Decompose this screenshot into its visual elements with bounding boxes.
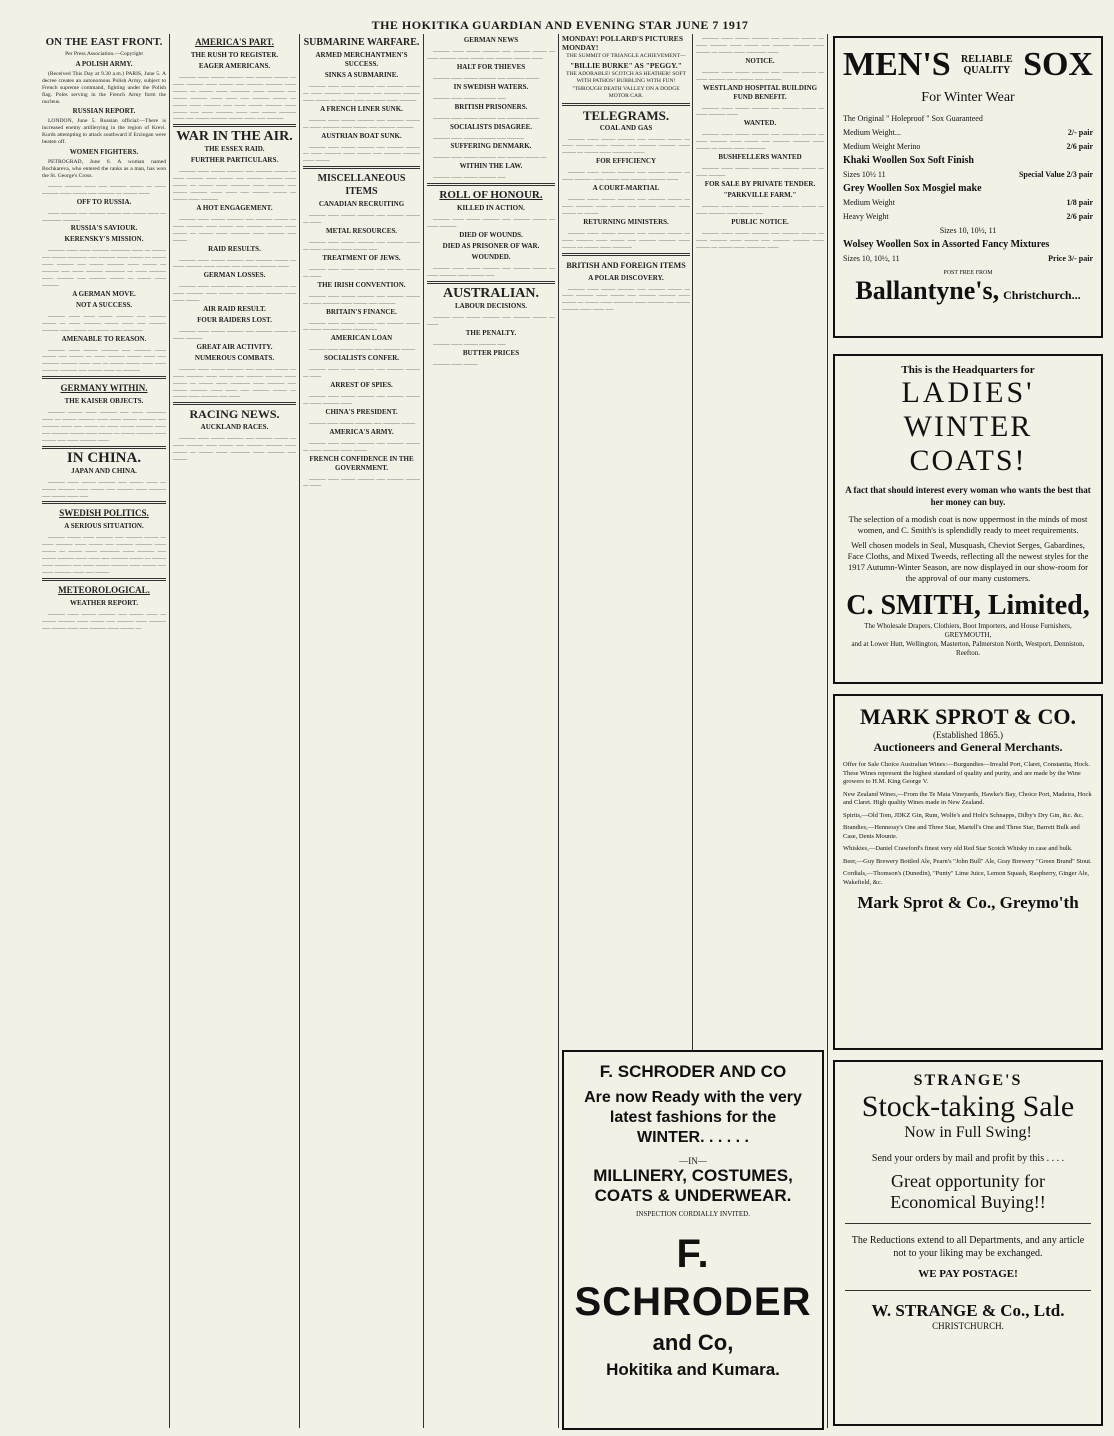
subhead: THE PENALTY. xyxy=(465,328,517,337)
subhead: METAL RESOURCES. xyxy=(325,227,398,236)
subhead: IN SWEDISH WATERS. xyxy=(453,82,529,91)
subhead: TREATMENT OF JEWS. xyxy=(322,253,401,262)
subhead: COAL AND GAS xyxy=(599,123,653,132)
column-3: SUBMARINE WARFARE. ARMED MERCHANTMEN'S SUCCESS. SINKS A SUBMARINE. ______ ____ _____ ______ ___ ______ _____ __ ____ ______ ____ _____ ___ ______ ______ ____ _____ __ _____ ____ _______ ____ ______ A FRENCH LINER SUNK. ______ ____ _____ ______ ___ ______ _____ __ ____ ______ ____ _____ ___ ______ ______ AUSTRIAN BOAT SUNK. ______ ____ _____ ______ ___ ______ _____ __ ____ ______ ____ _____ ___ ______ ______ ____ _____ MISCELLANEOUS ITEMS CANADIAN RECRUITING ______ ____ _____ ______ ___ ______ _____ __ ____ METAL RESOURCES. ______ ____ _____ ______ ___ ______ _____ __ ____ ______ ____ _____ ___ TREATMENT OF JEWS. ______ ____ _____ ______ ___ ______ _____ __ ____ THE IRISH CONVENTION. ______ ____ _____ ______ ___ ______ _____ __ ____ ______ ____ _____ ___ ______ BRITAIN'S FINANCE. ______ ____ _____ ______ ___ ______ _____ __ ____ ______ ____ _____ ___ AMERICAN LOAN ______ ____ _____ ______ ___ ______ _____ SOCIALISTS CONFER. ______ ____ _____ ______ ___ ______ _____ __ ____ ARREST OF SPIES. ______ ____ _____ ______ ___ ______ _____ __ ____ ______ ____ CHINA'S PRESIDENT. ______ ____ _____ ______ ___ ______ _____ AMERICA'S ARMY. ______ ____ _____ ______ ___ ______ _____ __ ____ ______ ____ _____ FRENCH CONFIDENCE IN THE GOVERNMENT. ______ ____ _____ ______ ___ ______ _____ __ ____ xyxy=(303,37,420,488)
headline-racing: RACING NEWS. xyxy=(189,407,280,422)
headline-meteorological: METEOROLOGICAL. xyxy=(58,584,150,595)
headline-china: IN CHINA. xyxy=(66,449,142,466)
subhead: EAGER AMERICANS. xyxy=(198,62,271,70)
subhead: HALT FOR THIEVES xyxy=(456,62,526,71)
schroder-ad: F. SCHRODER AND CO Are now Ready with the very latest fashions for the WINTER. . . . . . —IN— MILLINERY, COSTUMES, COATS & UNDERWEAR. INSPECTION CORDIALLY INVITED. F. SCHRODER and Co, Hokitika and Kumara. xyxy=(562,1050,824,1430)
subhead: A HOT ENGAGEMENT. xyxy=(196,203,273,212)
headline-submarine: SUBMARINE WARFARE. xyxy=(303,37,420,48)
column-2: AMERICA'S PART. THE RUSH TO REGISTER. EAGER AMERICANS. ______ ____ _____ ______ ___ ______ _____ __ ____ ______ ____ _____ ___ ______ ______ ____ _____ __ _____ ____ _______ ____ ______ ___ _____ ______ ____ ____ ___ ______ _____ __ _____ ____ ______ ___ ____ _____ ______ ____ _____ ___ ____ ______ ____ ___ _____ ______ ____ ___ _____ ______ _____ ____ ___ ______ WAR IN THE AIR. THE ESSEX RAID. FURTHER PARTICULARS. ______ ____ _____ ______ ___ ______ _____ __ ____ ______ ____ _____ ___ ______ ______ ____ _____ __ _____ ____ _______ ____ ______ ___ _____ ______ ____ ____ ___ ______ _____ __ _____ ____ ______ A HOT ENGAGEMENT. ______ ____ _____ ______ ___ ______ _____ __ ____ ______ ____ _____ ___ ______ ______ ____ _____ __ _____ ____ _______ ____ ______ ___ _____ RAID RESULTS. ______ ____ _____ ______ ___ ______ _____ __ ____ ______ ____ _____ ___ ______ ______ ____ GERMAN LOSSES. ______ ____ _____ ______ ___ ______ _____ __ ____ ______ ____ _____ ___ ______ ______ ____ ____ _____ AIR RAID RESULT. FOUR RAIDERS LOST. ______ ____ _____ ______ ___ ______ _____ __ ____ ______ GREAT AIR ACTIVITY. NUMEROUS COMBATS. ______ ____ _____ ______ ___ ______ _____ __ ____ ______ ____ _____ ___ ______ ______ ____ _____ __ _____ ____ _______ ____ ______ ___ _____ ______ ____ ____ ___ ______ _____ __ _____ ____ ______ ___ ____ RACING NEWS. AUCKLAND RACES. ______ ____ _____ ______ ___ ______ _____ __ ____ ______ ____ _____ ___ ______ ______ ____ _____ __ _____ ____ _______ ____ ______ ___ _____ xyxy=(173,37,296,462)
subhead: NOTICE. xyxy=(745,56,775,65)
subhead: A SERIOUS SITUATION. xyxy=(64,522,144,531)
headline-roll-honour: ROLL OF HONOUR. xyxy=(439,189,543,202)
subhead: "PARKVILLE FARM." xyxy=(723,190,797,199)
subhead: CHINA'S PRESIDENT. xyxy=(325,407,398,416)
subhead: AMERICAN LOAN xyxy=(330,334,393,343)
column-1: ON THE EAST FRONT. Per Press Association.—Copyright A POLISH ARMY. (Received This Day at 9.30 a.m.) PARIS, June 5. A decree creates an autonomous Polish Army, subject to French supreme command, fighting under the Polish flag. Poles serving in the French Army form the nucleus. RUSSIAN REPORT. LONDON, June 5. Russian official:—There is increased enemy artillerying in the region of Krevi. Kurds attempting to attack southward if Erzingan were beaten off. WOMEN FIGHTERS. PETROGRAD, June 6. A woman named Bochkareva, who entered the ranks as a man, has won the St. George's Cross. _____ ______ ____ ___ ______ _____ __ ____ ______ ____ _____ ___ ______ __ _____ ____ OFF TO RUSSIA. ____ ______ ___ ______ _____ ___ _____ ____ __ _______ ______ RUSSIA'S SAVIOUR. KERENSKY'S MISSION. ______ ____ ____ ______ _______ ____ __ _____ ___ _____ _______ ___ ______ ____ _____ __ _____ ____ ______ ___ _____ ______ ____ _____ __ ______ ___ ____ ______ _______ __ ____ ______ ____ ______ ___ ______ _____ __ _____ ____ ______ A GERMAN MOVE. NOT A SUCCESS. ______ ____ ____ _____ ______ ___ ______ _____ __ ____ ______ _____ ____ ___ ______ ______ ____ _____ __ _____ ____ _______ AMENABLE TO REASON. ______ ____ _____ ______ ___ ______ ____ _____ ___ _____ __ ____ ______ _____ ____ ___ ______ ______ ____ ___ __ _____ _____ ____ ____ ______ ______ ___ _____ ____ __ ______ GERMANY WITHIN. THE KAISER OBJECTS. ______ _____ ____ ______ ___ ____ _______ ____ __ _____ ______ ____ ____ _____ ______ ___ ______ ____ ___ _____ __ ____ _____ ______ ____ ___ ______ _____ ____ _____ __ _____ ______ ____ _____ ___ ____ ______ ____ IN CHINA. JAPAN AND CHINA. ______ ____ _____ ______ ___ _____ ____ __ _____ ______ ____ _____ ___ ______ ____ ______ ___ _____ ____ ___ SWEDISH POLITICS. A SERIOUS SITUATION. ______ _____ ____ ______ ___ ______ _____ __ ____ ______ ____ _____ ___ ______ ______ ____ _____ __ _____ ____ _______ ____ ______ ___ _____ ______ ____ ____ ___ ______ _____ __ _____ ____ ______ ___ ____ _____ ______ ____ _____ ___ ____ ______ ____ ___ _____ METEOROLOGICAL. WEATHER REPORT. ______ ____ _____ ______ ___ _____ ____ __ _____ ______ ____ _____ ___ ______ ____ ______ ___ _____ ____ ___ ______ ____ _____ __ xyxy=(42,36,166,630)
column-rule xyxy=(169,34,170,1428)
headline-swedish: SWEDISH POLITICS. xyxy=(59,508,149,519)
subhead: SINKS A SUBMARINE. xyxy=(324,71,399,79)
subhead: WEATHER REPORT. xyxy=(70,598,138,607)
column-5: MONDAY! POLLARD'S PICTURES MONDAY! THE SUMMIT OF TRIANGLE ACHIEVEMENT— "BILLIE BURKE" AS "PEGGY." THE ADORABLE! SCOTCH AS HEATHER! SOFT WITH PATHOS! BUBBLING WITH FUN! "THROUGH DEATH VALLEY ON A DODGE MOTOR CAR. TELEGRAMS. COAL AND GAS ______ ____ _____ ______ ___ ______ _____ __ ____ ______ ____ _____ ___ ______ ______ ____ _____ __ _____ ____ _______ ____ FOR EFFICIENCY ______ ____ _____ ______ ___ ______ _____ __ ____ ______ ____ _____ ___ ______ ______ ____ A COURT-MARTIAL ______ ____ _____ ______ ___ ______ _____ __ ____ ______ ____ _____ ___ ______ ______ ____ _____ __ _____ RETURNING MINISTERS. ______ ____ _____ ______ ___ ______ _____ __ ____ ______ ____ _____ ___ ______ ______ ____ _____ __ _____ ____ _______ BRITISH AND FOREIGN ITEMS A POLAR DISCOVERY. ______ ____ _____ ______ ___ ______ _____ __ ____ ______ ____ _____ ___ ______ ______ ____ _____ __ _____ ____ _______ ____ ______ ___ _____ ______ ____ ____ ___ xyxy=(562,34,690,312)
masthead: THE HOKITIKA GUARDIAN AND EVENING STAR JUNE 7 1917 xyxy=(371,18,749,32)
headline-germany: GERMANY WITHIN. xyxy=(60,383,148,394)
subhead: AIR RAID RESULT. xyxy=(203,305,266,314)
headline-telegrams: TELEGRAMS. xyxy=(582,107,670,123)
subhead: A FRENCH LINER SUNK. xyxy=(320,104,403,113)
column-rule xyxy=(827,34,828,1428)
article-text: LONDON, June 5. Russian official:—There is increased enemy artillerying in the region of Krevi. Kurds attempting to attack southward if Erzingan were beaten off. xyxy=(42,118,166,146)
schroder-logo: F. SCHRODER xyxy=(574,1232,812,1324)
pictures-banner: MONDAY! POLLARD'S PICTURES MONDAY! xyxy=(562,34,683,52)
subhead: AMERICA'S ARMY. xyxy=(329,427,394,436)
headline-australian: AUSTRALIAN. xyxy=(442,285,540,301)
pictures-line: THE SUMMIT OF TRIANGLE ACHIEVEMENT— xyxy=(566,53,686,59)
subhead: THE KAISER OBJECTS. xyxy=(64,397,144,406)
subhead: GERMAN LOSSES. xyxy=(203,271,266,280)
schroder-name: F. SCHRODER AND CO xyxy=(599,1062,787,1081)
schroder-tagline: Are now Ready with the very latest fashions for the WINTER. . . . . . xyxy=(584,1089,802,1146)
subhead: AMENABLE TO REASON. xyxy=(61,334,147,343)
subhead: RETURNING MINISTERS. xyxy=(583,217,669,226)
subhead: KERENSKY'S MISSION. xyxy=(64,235,144,244)
subhead: NUMEROUS COMBATS. xyxy=(194,353,275,362)
subhead: BRITISH PRISONERS. xyxy=(454,102,528,111)
subhead: ARREST OF SPIES. xyxy=(330,381,393,390)
subhead: NOT A SUCCESS. xyxy=(75,300,133,309)
subhead: FOUR RAIDERS LOST. xyxy=(197,316,272,325)
subhead: RAID RESULTS. xyxy=(208,244,261,253)
subhead: BRITAIN'S FINANCE. xyxy=(326,307,397,316)
subhead: FRENCH CONFIDENCE IN THE GOVERNMENT. xyxy=(309,454,414,472)
smith-logo: C. SMITH, Limited, xyxy=(846,590,1090,621)
subhead: THE ESSEX RAID. xyxy=(204,145,265,154)
subhead: OFF TO RUSSIA. xyxy=(76,197,132,206)
pictures-line: THE ADORABLE! SCOTCH AS HEATHER! SOFT WITH PATHOS! BUBBLING WITH FUN! xyxy=(566,70,686,84)
headline-war-air: WAR IN THE AIR. xyxy=(176,129,293,145)
subhead: A COURT-MARTIAL xyxy=(592,184,660,193)
column-rule xyxy=(423,34,424,1428)
sprot-ad: MARK SPROT & CO. (Established 1865.) Auctioneers and General Merchants. Offer for Sale Choice Australian Wines:—Burgundies—Invalid Port, Claret, Constantia, Hock. These Wines represent the highest standard of quality and purity, and are made by the Wine growers to H.M. King George V. New Zealand Wines,—From the Te Mata Vineyards, Hawke's Bay, Choice Port, Madeira, Hock and Claret. High quality Wines made in New Zealand. Spirits,—Old Tom, JDKZ Gin, Rum, Wolfe's and Holt's Schnapps, Dilby's Dry Gin, &c. &c. Brandies,—Hennessy's One and Three Star, Martell's One and Three Star, Barrett Bulk and Case, Denis Mounie. Whiskies,—Daniel Crawford's finest very old Red Star Scotch Whisky in case and bulk. Beer,—Guy Brewery Bottled Ale, Pearn's "John Bull" Ale, Gray Brewery "Green Brand" Stout. Cordials,—Thomson's (Dunedin), "Punty" Lime Juice, Lemon Squash, Raspberry, Ginger Ale, Wakefield, &c. Mark Sprot & Co., Greymo'th xyxy=(833,694,1103,1050)
subhead: WITHIN THE LAW. xyxy=(459,162,523,171)
headline-british-foreign: BRITISH AND FOREIGN ITEMS xyxy=(566,260,686,270)
headline-misc: MISCELLANEOUS ITEMS xyxy=(317,173,406,198)
subhead: RUSSIAN REPORT. xyxy=(72,107,136,116)
subhead: THE IRISH CONVENTION. xyxy=(317,280,406,289)
headline-america: AMERICA'S PART. xyxy=(195,37,274,47)
subhead: BUSHFELLERS WANTED xyxy=(718,153,802,162)
subhead: DIED AS PRISONER OF WAR. xyxy=(442,242,540,251)
subhead: A POLISH ARMY. xyxy=(75,59,133,68)
subhead: FOR SALE BY PRIVATE TENDER. xyxy=(704,179,816,188)
subhead: GERMAN NEWS xyxy=(463,36,519,44)
subhead: RUSSIA'S SAVIOUR. xyxy=(70,224,138,233)
subhead: WESTLAND HOSPITAL BUILDING FUND BENEFIT. xyxy=(702,83,818,101)
subhead: AUCKLAND RACES. xyxy=(200,423,269,432)
subhead: FURTHER PARTICULARS. xyxy=(190,156,279,165)
subhead: A GERMAN MOVE. xyxy=(72,289,136,298)
subhead: SOCIALISTS DISAGREE. xyxy=(449,122,533,131)
column-6: ______ ____ _____ ______ ___ ______ _____ __ ____ ______ ____ _____ ___ ______ ______ ____ _____ __ _____ ____ _______ ____ NOTICE. ______ ____ _____ ______ ___ ______ _____ __ ____ ______ ____ _____ ___ ______ WESTLAND HOSPITAL BUILDING FUND BENEFIT. ______ ____ _____ ______ ___ ______ _____ __ ____ ______ ____ WANTED. ______ ____ _____ ______ ___ ______ _____ __ ____ ______ ____ _____ ___ ______ ______ ____ _____ __ _____ ____ _______ BUSHFELLERS WANTED ______ ____ _____ ______ ___ ______ _____ __ ____ ______ FOR SALE BY PRIVATE TENDER. "PARKVILLE FARM." ______ ____ _____ ______ ___ ______ _____ __ ____ ______ ____ _____ ___ PUBLIC NOTICE. ______ ____ _____ ______ ___ ______ _____ __ ____ ______ ____ _____ ___ ______ ______ ____ _____ __ _____ ____ _______ ____ xyxy=(696,34,824,249)
subhead: FOR EFFICIENCY xyxy=(595,157,657,166)
schroder-goods: MILLINERY, COSTUMES, COATS & UNDERWEAR. xyxy=(593,1166,793,1205)
article-text: (Received This Day at 9.30 a.m.) PARIS, June 5. A decree creates an autonomous Polish Army, subject to French supreme command, fighting under the Polish flag. Poles serving in the French Army form the nucleus. xyxy=(42,70,166,105)
subhead: GREAT AIR ACTIVITY. xyxy=(196,342,273,351)
sox-ad: MEN'S RELIABLE QUALITY SOX For Winter Wear The Original " Holeproof " Sox Guaranteed Medium Weight... 2/- pair Medium Weight Merino 2/6 pair Khaki Woollen Sox Soft Finish Sizes 10½ 11 Special Value 2/3 pair Grey Woollen Sox Mosgiel make Medium Weight 1/8 pair Heavy Weight 2/6 pair Sizes 10, 10½, 11 Wolsey Woollen Sox in Assorted Fancy Mixtures Sizes 10, 10½, 11 Price 3/- pair POST FREE FROM Ballantyne's, Christchurch... xyxy=(833,36,1103,338)
strange-ad: STRANGE'S Stock-taking Sale Now in Full Swing! Send your orders by mail and profit by this . . . . Great opportunity for Economical Buying!! The Reductions extend to all Departments, and any article not to your liking may be exchanged. WE PAY POSTAGE! W. STRANGE & Co., Ltd. CHRISTCHURCH. xyxy=(833,1060,1103,1426)
pictures-title: "BILLIE BURKE" AS "PEGGY." xyxy=(570,60,682,70)
subhead: THE RUSH TO REGISTER. xyxy=(190,51,279,59)
byline: Per Press Association.—Copyright xyxy=(65,51,143,57)
subhead: JAPAN AND CHINA. xyxy=(71,466,137,475)
ballantynes-logo: Ballantyne's, xyxy=(855,276,1000,305)
subhead: CANADIAN RECRUITING xyxy=(318,200,405,209)
smith-ad: This is the Headquarters for LADIES' WINTER COATS! A fact that should interest every woman who wants the best that her money can buy. The selection of a modish coat is now uppermost in the minds of most women, and C. Smith's is splendidly ready to meet requirements. Well chosen models in Seal, Musquash, Cheviot Serges, Gabardines, Face Cloths, and Mixed Tweeds, reflecting all the newest styles for the 1917 Autumn-Winter Season, are now displayed in our show-room for the approval of our many customers. C. SMITH, Limited, The Wholesale Drapers, Clothiers, Boot Importers, and House Furnishers, GREYMOUTH, and at Lower Hutt, Wellington, Masterton, Palmerston North, Westport, Denniston, Reefton. xyxy=(833,354,1103,684)
pictures-line: "THROUGH DEATH VALLEY ON A DODGE MOTOR CAR. xyxy=(572,85,680,99)
subhead: LABOUR DECISIONS. xyxy=(455,301,527,310)
column-rule xyxy=(558,34,559,1428)
column-rule xyxy=(299,34,300,1428)
subhead: KILLED IN ACTION. xyxy=(457,204,525,213)
headline-east-front: ON THE EAST FRONT. xyxy=(45,36,163,48)
subhead: SUFFERING DENMARK. xyxy=(450,142,532,151)
article-text: PETROGRAD, June 6. A woman named Bochkareva, who entered the ranks as a man, has won the St. George's Cross. xyxy=(42,159,166,179)
subhead: AUSTRIAN BOAT SUNK. xyxy=(321,131,402,140)
subhead: ARMED MERCHANTMEN'S SUCCESS. xyxy=(315,51,408,68)
subhead: WOMEN FIGHTERS. xyxy=(69,148,139,157)
subhead: WOUNDED. xyxy=(471,253,511,262)
column-4: GERMAN NEWS ______ ____ _____ ______ ___ ______ _____ __ ____ ______ ____ _____ ___ ______ ______ ____ HALT FOR THIEVES ______ ____ _____ ______ ___ ______ _____ IN SWEDISH WATERS. ______ ____ _____ ______ ___ BRITISH PRISONERS. ______ ____ _____ ______ ___ ______ _____ SOCIALISTS DISAGREE. ______ ____ _____ ______ ___ ______ SUFFERING DENMARK. ______ ____ _____ ______ ___ ______ _____ __ WITHIN THE LAW. ______ ____ _____ ______ ___ ROLL OF HONOUR. KILLED IN ACTION. ______ ____ _____ ______ ___ ______ _____ __ ____ ______ DIED OF WOUNDS. DIED AS PRISONER OF WAR. WOUNDED. ______ ____ _____ ______ ___ ______ _____ __ ____ ______ ____ _____ ___ AUSTRALIAN. LABOUR DECISIONS. ______ ____ _____ ______ ___ ______ _____ __ ____ THE PENALTY. ______ ____ _____ ______ ___ BUTTER PRICES ______ ____ _____ xyxy=(427,36,555,366)
subhead: DIED OF WOUNDS. xyxy=(459,231,523,240)
subhead: A POLAR DISCOVERY. xyxy=(588,273,664,282)
subhead: PUBLIC NOTICE. xyxy=(731,217,789,226)
subhead: SOCIALISTS CONFER. xyxy=(323,354,400,363)
subhead: BUTTER PRICES xyxy=(462,348,520,357)
subhead: WANTED. xyxy=(743,119,777,128)
